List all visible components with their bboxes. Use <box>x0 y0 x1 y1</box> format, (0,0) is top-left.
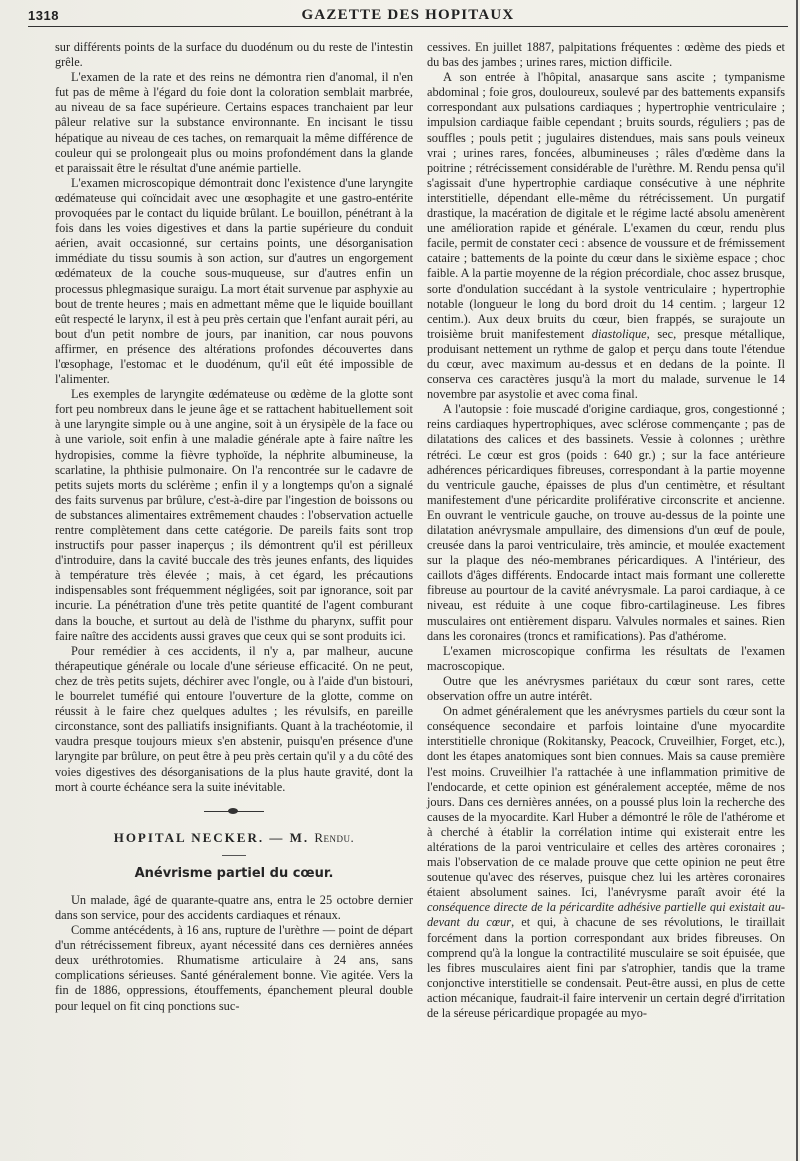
right-column <box>427 40 785 1021</box>
paragraph: cessives. En juillet 1887, palpitations fréquentes : œdème des pieds et du bas des jambes ; urines rares, miction difficile. <box>427 40 785 70</box>
paragraph: L'examen microscopique démontrait donc l'existence d'une laryngite œdémateuse qui coïncidait avec une œsophagite et une gastro-entérite provoquées par le contact du liquide brûlant. Le bouillon, pénétrant à la fois dans les voies digestives et dans la partie supérieure du conduit aérien, avait occasionné, sur certains points, une désorganisation immédiate du tissu soumis à son action, sur d'autres un engorgement œdémateux de la couche sous-muqueuse, sur d'autres enfin un processus phlegmasique suraigu. La mort était survenue par asphyxie au bout de trente heures ; mais en admettant même que le liquide bouillant eût respecté le larynx, il est à peu près certain que l'enfant aurait péri, au bout d'un petit nombre de jours, par inanition, car nous pouvons affirmer, en présence des altérations profondes découvertes dans l'œsophage, l'estomac et le duodénum, qu'il eût été impossible de l'alimenter. <box>55 175 413 387</box>
text-run: , et qui, à chacune de ses révolutions, le tiraillait forcément dans la portion correspondant aux brides fibreuses. On comprend qu'à la longue la contractilité musculaire se soit épuisée, que les fibres musculaires aient fini par s'atrophier, tandis que la trame conjonctive interstitielle se condensait. Peut-être aussi, en plus de cette action mécanique, faudrait-il faire intervenir un certain degré d'irritation de la séreuse péricardique propagée au myo- <box>427 915 785 1020</box>
paragraph: A l'autopsie : foie muscadé d'origine cardiaque, gros, congestionné ; reins cardiaques hypertrophiques, avec sclérose commençante ; pas de dilatations des calices et des bassinets. Vessie à colonnes ; urèthre rétréci. Le cœur est gros (poids : 640 gr.) ; sur la face antérieure adhérences péricardiques fibreuses, correspondant à la partie moyenne du ventricule gauche, épaisses de plus d'un centimètre, et résultant manifestement d'une péricardite proliférative circonscrite et ancienne. En ouvrant le ventricule gauche, on trouve au-dessus de la pointe une dilatation anévrysmale ampullaire, des dimensions d'un œuf de poule, creusée dans la paroi ventriculaire, très amincie, et moulée exactement sur la plaque des néo-membranes péricardiques. A l'intérieur, des caillots d'âges différents. Endocarde intact mais formant une collerette fibreuse au pourtour de la cavité anévrysmale. La paroi cardiaque, à ce niveau, est réduite à une coque fibro-cartilagineuse. Les fibres musculaires ont entièrement disparu. Valvules normales et saines. Rien dans les coronaires (troncs et ramifications). Pas d'athérome. <box>427 402 785 643</box>
author-name: Rendu. <box>314 829 355 845</box>
paragraph <box>427 70 785 402</box>
article-title: Anévrisme partiel du cœur. <box>134 865 334 881</box>
section-divider <box>204 811 264 816</box>
text-run: On admet généralement que les anévrysmes partiels du cœur sont la conséquence secondaire et parfois lointaine d'une myocardite interstitielle chronique (Rokitansky, Peacock, Cruveilhier, Forget, etc.), dont les étapes anatomiques sont bien connues. Mais sa cause première l'est moins. Cruveilhier l'a rattachée à une inflammation primitive de l'endocarde, et cette opinion est généralement acceptée, même de nos jours. Dans ces dernières années, on a poussé plus loin la recherche des causes de la myocardite. Karl Huber a démontré le rôle de l'athérome et à cherché à établir la corrélation intime qui existerait entre les altérations de la paroi ventriculaire et celles des artères coronaires ; mais l'observation de ce malade prouve que cette opinion ne peut être soutenue qu'avec des réserves, puisque chez lui les artères coronaires étaient absolument saines. Ici, l'anévrysme paraît avoir été la <box>427 704 785 900</box>
paragraph: L'examen de la rate et des reins ne démontra rien d'anomal, il n'en fut pas de même à l'égard du foie dont la coloration semblait marbrée, au niveau de sa face supérieure. Certains espaces tranchaient par leur pâleur relative sur la substance environnante. En incisant le tissu hépatique au niveau de ces taches, on remarquait la même différence de couleur qui se prolongeait plus ou moins profondément dans la glande et paraissait être le résultat d'une anémie partielle. <box>55 70 413 175</box>
paragraph <box>427 704 785 1021</box>
heading-dash: — M. <box>264 829 315 845</box>
hospital-name: HOPITAL NECKER. <box>113 829 265 845</box>
text-run: , sec, presque métallique, produisant nettement un rythme de galop et perçu dans toute l'étendue du cœur, avec maximum au-dessus et en dedans de la pointe. Il conserva ces caractères jusqu'à la mort du malade, survenue le 14 novembre par asystolie et avec coma final. <box>427 326 785 402</box>
text-run: A son entrée à l'hôpital, anasarque sans ascite ; tympanisme abdominal ; foie gros, douloureux, soulevé par des battements expansifs correspondant aux pulsations cardiaques ; hypertrophie ventriculaire ; impulsion cardiaque faible cependant ; bruits sourds, réguliers ; pas de souffles ; pouls petit ; jugulaires distendues, mais sans pouls veineux vrai ; urines rares, foncées, albumineuses ; râles d'œdème dans la poitrine ; rétrécissement considérable de l'urèthre. M. Rendu pensa qu'il s'agissait d'une hypertrophie cardiaque consécutive à une néphrite interstitielle, dépendant elle-même du rétrécissement. Un purgatif drastique, la macération de digitale et le régime lacté absolu amenèrent une amélioration rapide et générale. L'examen du cœur, rendu plus facile, permit de constater ceci : absence de voussure et de frémissement cataire ; battements de la pointe du cœur dans le sixième espace ; choc faible. A la partie moyenne de la région précordiale, choc assez brusque, sorte d'ondulation succédant à la systole ventriculaire ; hypertrophie notable (longueur le long du bord droit du 14 centim. ; largeur 12 centim.). Aux deux bruits du cœur, bien frappés, se surajoute un troisième bruit manifestement <box>427 70 785 341</box>
paragraph: Un malade, âgé de quarante-quatre ans, entra le 25 octobre dernier dans son service, pour des accidents cardiaques et rénaux. <box>55 892 413 922</box>
paragraph: Pour remédier à ces accidents, il n'y a, par malheur, aucune thérapeutique générale ou locale d'une sérieuse efficacité. On ne peut, chez de très petits sujets, déchirer avec l'ongle, ou à l'aide d'un bistouri, le bourrelet tuméfié qui entoure l'ouverture de la glotte, comme on réussit à le faire chez quelques adultes ; les révulsifs, en pareille circonstance, sont des palliatifs insignifiants. Quant à la trachéotomie, il vaudra presque toujours mieux s'en abstenir, puisqu'en présence d'une laryngite par brûlure, on peut être à peu près certain qu'il y a du côté des voies digestives des désorganisations de la plus haute gravité, dont la mort à courte échéance sera la suite inévitable. <box>55 643 413 794</box>
paragraph: sur différents points de la surface du duodénum ou du reste de l'intestin grêle. <box>55 40 413 70</box>
page-header <box>28 4 788 27</box>
paragraph: L'examen microscopique confirma les résultats de l'examen macroscopique. <box>427 643 785 673</box>
paragraph: Comme antécédents, à 16 ans, rupture de l'urèthre — point de départ d'un rétrécissement fibreux, ayant nécessité dans ces dernières années deux uréthrotomies. Rhumatisme articulaire à 24 ans, sans complications sérieuses. Santé généralement bonne. Vie agitée. Vers la fin de 1886, oppressions, étouffements, épanchement pleural double pour lequel on fit cinq ponctions suc- <box>55 923 413 1013</box>
hospital-heading <box>55 830 413 845</box>
page-number: 1318 <box>28 7 59 23</box>
short-rule <box>222 855 246 856</box>
paragraph: Outre que les anévrysmes pariétaux du cœur sont rares, cette observation offre un autre intérêt. <box>427 673 785 704</box>
italic-text: diastolique <box>591 326 647 341</box>
left-column <box>55 40 413 1014</box>
journal-title: GAZETTE DES HOPITAUX <box>301 6 515 23</box>
italic-text: conséquence directe de la péricardite adhésive partielle qui existait au-devant du cœur <box>427 900 785 930</box>
paragraph: Les exemples de laryngite œdémateuse ou œdème de la glotte sont fort peu nombreux dans le jeune âge et se rattachent habituellement soit à une laryngite simple ou à une angine, soit à un érysipèle de la face ou à une variole, soit enfin à une maladie générale apte à faire naître les hydropisies, comme la fièvre typhoïde, la néphrite albumineuse, la scarlatine, la phthisie pulmonaire. On l'a rencontrée sur le cadavre de petits sujets morts du sclérème ; enfin il y a longtemps qu'on a signalé des faits survenus par brûlure, c'est-à-dire par l'ingestion de boissons ou de substances alimentaires extrêmement chaudes : l'observation actuelle rentre complètement dans cette catégorie. De pareils faits sont trop instructifs pour passer inaperçus ; ils démontrent qu'il est périlleux d'introduire, dans la cavité buccale des très jeunes enfants, des liquides à température très élevée ; mais, à cet égard, les précautions indispensables sont fréquemment négligées, soit par ignorance, soit par incurie. La pénétration d'une très petite quantité de l'agent comburant dans la bouche, et surtout au delà de l'isthme du pharynx, suffit pour faire naître des accidents aussi graves que ceux qui se sont produits ici. <box>55 387 413 643</box>
page-edge-rule <box>796 0 798 1161</box>
